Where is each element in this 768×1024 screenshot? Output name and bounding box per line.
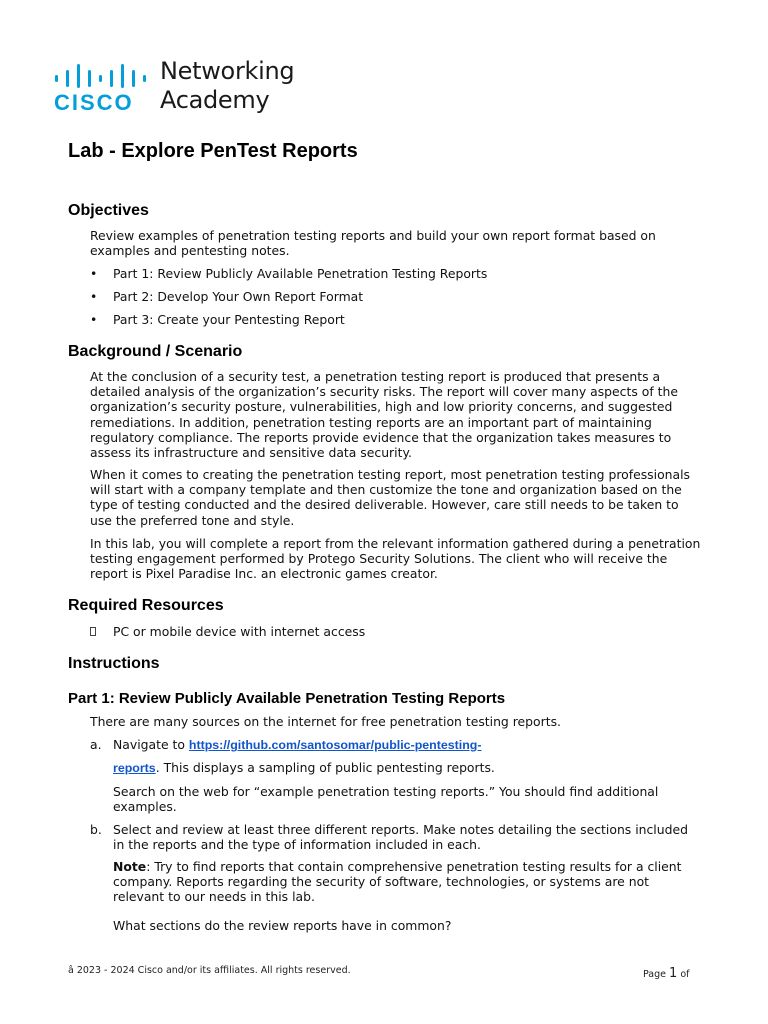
background-paragraph: When it comes to creating the penetration testing report, most penetration testing professionals will start with a company template and then customize the tone and organization based on the type of testing conducted and the desired deliverable. However, care still needs to be taken to use the preferred tone and style. <box>90 467 691 528</box>
github-reports-link[interactable]: https://github.com/santosomar/public-pentesting- <box>188 738 482 752</box>
step-a-suffix: . This displays a sampling of public pentesting reports. <box>155 760 495 775</box>
step-a-prefix: Navigate to <box>113 737 189 752</box>
step-a-continued <box>113 760 703 776</box>
bullet-icon: • <box>90 312 98 327</box>
github-reports-link-continued[interactable]: reports <box>113 761 156 775</box>
part1-heading: Part 1: Review Publicly Available Penetration Testing Reports <box>68 690 506 707</box>
step-a-body <box>113 737 701 753</box>
step-b-question: What sections do the review reports have in common? <box>113 918 452 933</box>
objective-item-text: Part 2: Develop Your Own Report Format <box>113 289 364 304</box>
step-label: a. <box>90 737 102 752</box>
logo-line-networking: Networking <box>160 57 295 85</box>
networking-academy-text <box>160 57 294 115</box>
cisco-wordmark: CISCO <box>54 90 134 115</box>
step-a-followup: Search on the web for “example penetration testing reports.” You should find additional examples. <box>113 784 659 815</box>
resources-heading: Required Resources <box>68 597 224 614</box>
bullet-icon: • <box>90 266 98 281</box>
note-text: : Try to find reports that contain comprehensive penetration testing results for a client company. Reports regarding the security of software, technologies, or systems are not relevant to our needs in this lab. <box>113 859 682 905</box>
page-label: Page <box>643 969 670 980</box>
objectives-intro: Review examples of penetration testing reports and build your own report format based on examples and pentesting notes. <box>90 228 656 259</box>
step-b-text: Select and review at least three different reports. Make notes detailing the sections included in the reports and the type of information included in each. <box>113 822 688 853</box>
objective-item-text: Part 1: Review Publicly Available Penetration Testing Reports <box>113 266 488 281</box>
note-label: Note <box>113 859 147 874</box>
step-label: b. <box>90 822 102 837</box>
logo-line-academy: Academy <box>160 86 270 114</box>
page-number: 1 <box>669 966 678 981</box>
step-b-note <box>113 859 703 905</box>
resource-item-text: PC or mobile device with internet access <box>113 624 366 639</box>
instructions-heading: Instructions <box>68 655 160 672</box>
footer-copyright: â 2023 - 2024 Cisco and/or its affiliates. All rights reserved. <box>68 965 351 976</box>
bullet-icon <box>90 624 104 640</box>
objective-item-text: Part 3: Create your Pentesting Report <box>113 312 345 327</box>
cisco-networking-academy-logo <box>54 57 304 119</box>
background-heading: Background / Scenario <box>68 343 243 360</box>
page-title: Lab - Explore PenTest Reports <box>68 140 358 162</box>
cisco-bars-icon <box>54 64 150 88</box>
background-paragraph: At the conclusion of a security test, a penetration testing report is produced that presents a detailed analysis of the organization’s security risks. The report will cover many aspects of the organization’s security posture, vulnerabilities, high and low priority concerns, and suggested remediations. In addition, penetration testing reports are an important part of maintaining regulatory compliance. The reports provide evidence that the organization takes measures to assess its infrastructure and sensitive data security. <box>90 369 678 461</box>
objectives-heading: Objectives <box>68 202 149 219</box>
background-paragraph: In this lab, you will complete a report from the relevant information gathered during a penetration testing engagement performed by Protego Security Solutions. The client who will receive the report is Pixel Paradise Inc. an electronic games creator. <box>90 536 701 582</box>
bullet-icon: • <box>90 289 98 304</box>
footer-page-number <box>643 966 690 981</box>
part1-intro: There are many sources on the internet for free penetration testing reports. <box>90 714 561 729</box>
page-of: of <box>677 969 690 980</box>
